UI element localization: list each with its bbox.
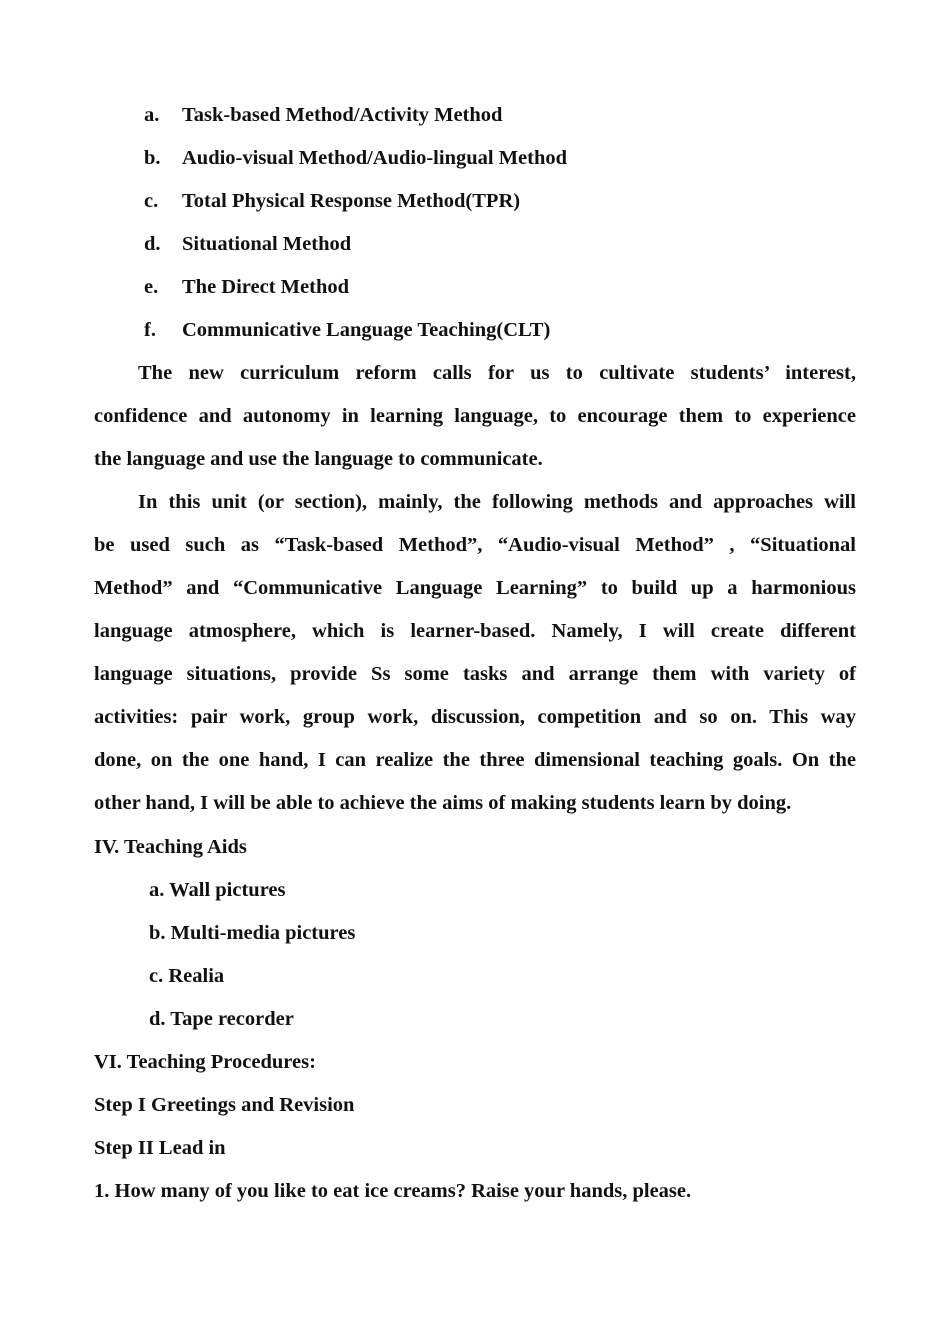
list-item-letter: d. <box>144 233 161 255</box>
paragraph-line: In this unit (or section), mainly, the following methods and approaches will <box>138 491 856 513</box>
list-item-text: Task-based Method/Activity Method <box>182 104 503 126</box>
step-heading: Step I Greetings and Revision <box>94 1094 355 1116</box>
paragraph-line: language atmosphere, which is learner-based. Namely, I will create different <box>94 620 856 642</box>
section-heading: VI. Teaching Procedures: <box>94 1051 316 1073</box>
paragraph-line: be used such as “Task-based Method”, “Audio-visual Method” , “Situational <box>94 534 856 556</box>
paragraph-line: confidence and autonomy in learning language, to encourage them to experience <box>94 405 856 427</box>
step-heading: Step II Lead in <box>94 1137 226 1159</box>
paragraph-line: the language and use the language to communicate. <box>94 448 543 470</box>
list-item: d. Tape recorder <box>149 1008 294 1030</box>
paragraph-line: other hand, I will be able to achieve the aims of making students learn by doing. <box>94 792 792 814</box>
list-item-text: Total Physical Response Method(TPR) <box>182 190 521 212</box>
section-heading: IV. Teaching Aids <box>94 836 247 858</box>
paragraph-line: language situations, provide Ss some tasks and arrange them with variety of <box>94 663 856 685</box>
list-item-letter: e. <box>144 276 159 298</box>
list-item-text: Audio-visual Method/Audio-lingual Method <box>182 147 568 169</box>
list-item: c. Realia <box>149 965 225 987</box>
list-item-text: Communicative Language Teaching(CLT) <box>182 319 551 341</box>
paragraph-line: done, on the one hand, I can realize the three dimensional teaching goals. On the <box>94 749 856 771</box>
list-item: a. Wall pictures <box>149 879 286 901</box>
list-item-letter: c. <box>144 190 159 212</box>
list-item-letter: a. <box>144 104 160 126</box>
paragraph-line: Method” and “Communicative Language Learning” to build up a harmonious <box>94 577 856 599</box>
question-line: 1. How many of you like to eat ice creams? Raise your hands, please. <box>94 1180 692 1202</box>
list-item-text: Situational Method <box>182 233 352 255</box>
paragraph-line: The new curriculum reform calls for us to cultivate students’ interest, <box>138 362 856 384</box>
list-item-text: The Direct Method <box>182 276 350 298</box>
list-item-letter: b. <box>144 147 161 169</box>
paragraph-line: activities: pair work, group work, discussion, competition and so on. This way <box>94 706 856 728</box>
list-item-letter: f. <box>144 319 156 341</box>
list-item: b. Multi-media pictures <box>149 922 356 944</box>
